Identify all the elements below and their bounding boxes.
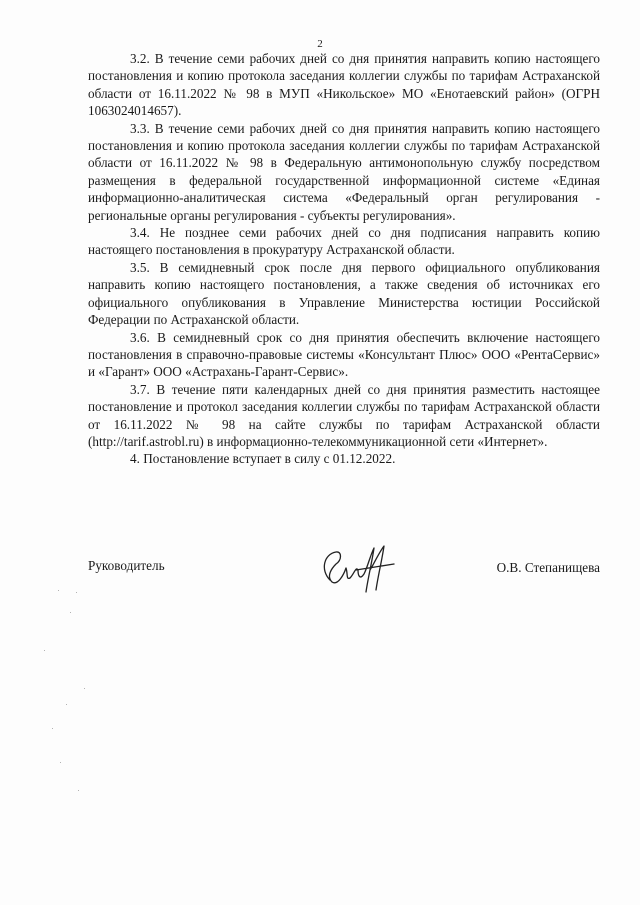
handwritten-signature (312, 540, 398, 598)
paragraph-3-2: 3.2. В течение семи рабочих дней со дня принятия направить копию настоящего постановления и копию протокола заседания коллегии службы по тарифам Астраханской области от 16.11.2022 № 98 в МУП «Никольское» МО «Енотаевский район» (ОГРН 1063024014657). (88, 51, 600, 119)
paragraph-4: 4. Постановление вступает в силу с 01.12.2022. (130, 451, 396, 467)
scan-speck (60, 762, 61, 763)
scan-speck (58, 590, 59, 591)
paragraph-3-7: 3.7. В течение пяти календарных дней со дня принятия разместить настоящее постановление и протокол заседания коллегии службы по тарифам Астраханской области от 16.11.2022 № 98 на сайте службы по тарифам Астраханской области (http://tarif.astrobl.ru) в информационно-телекоммуникационной сети «Интернет». (88, 381, 600, 449)
scan-speck (84, 688, 85, 689)
paragraph-3-6: 3.6. В семидневный срок со дня принятия обеспечить включение настоящего постановления в справочно-правовые системы «Консультант Плюс» ООО «РентаСервис» и «Гарант» ООО «Астрахань-Гарант-Сервис». (88, 329, 600, 380)
paragraph-3-4: 3.4. Не позднее семи рабочих дней со дня подписания направить копию настоящего постановления в прокуратуру Астраханской области. (88, 225, 600, 258)
scan-speck (76, 592, 77, 593)
paragraph-3-3: 3.3. В течение семи рабочих дней со дня принятия направить копию настоящего постановления и копию протокола заседания коллегии службы по тарифам Астраханской области от 16.11.2022 № 98 в Федеральную антимонопольную службу посредством размещения в федеральной государственной информационной системе «Единая информационно-аналитическая система «Федеральный орган регулирования - региональные органы регулирования - субъекты регулирования». (88, 120, 600, 223)
scan-speck (52, 728, 53, 729)
scan-speck (44, 650, 45, 651)
scan-speck (66, 704, 67, 705)
signatory-title: Руководитель (88, 558, 165, 573)
scan-speck (70, 612, 71, 613)
page-number: 2 (317, 38, 323, 50)
signature-block (88, 540, 600, 600)
document-body (88, 50, 600, 468)
paragraph-3-5: 3.5. В семидневный срок после дня первого официального опубликования направить копию настоящего постановления, а также сведения об источниках его официального опубликования в Управление Министерства юстиции Российской Федерации по Астраханской области. (88, 259, 600, 328)
scan-speck (78, 790, 79, 791)
signatory-name: О.В. Степанищева (496, 560, 600, 575)
